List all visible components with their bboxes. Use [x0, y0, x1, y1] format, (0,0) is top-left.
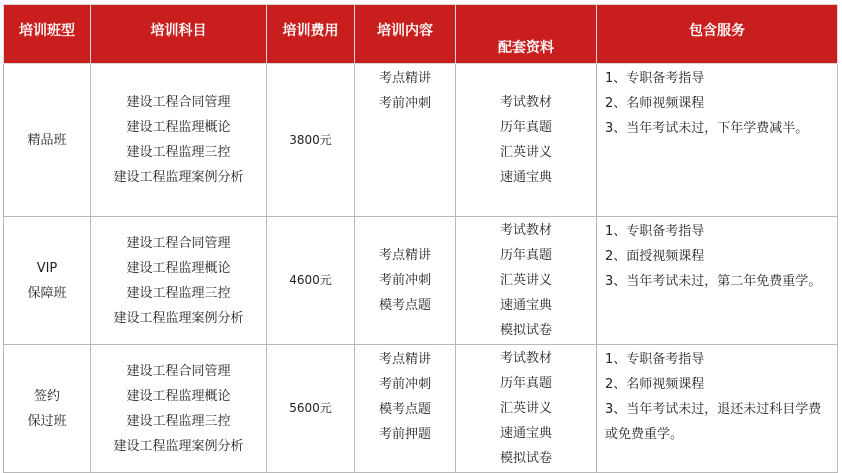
header-services: 包含服务	[597, 5, 838, 64]
fee-cell	[267, 64, 355, 217]
subject-item: 建设工程监理概论	[126, 388, 231, 404]
subjects-cell	[91, 345, 267, 473]
fee-value: 5600元	[289, 401, 332, 415]
service-item: 1、专职备考指导	[605, 224, 705, 239]
class-type-label: 保过班	[27, 413, 67, 429]
subject-item: 建设工程合同管理	[126, 363, 231, 379]
fee-cell	[267, 217, 355, 345]
materials-cell	[456, 64, 597, 217]
material-item: 汇英讲义	[499, 145, 552, 160]
class-type-label: 精品班	[27, 132, 67, 148]
course-table	[3, 4, 838, 473]
content-cell	[355, 64, 456, 217]
materials-cell	[456, 217, 597, 345]
header-class-type: 培训班型	[4, 5, 91, 64]
table-row	[4, 64, 838, 217]
class-type-cell	[4, 64, 91, 217]
table-row	[4, 345, 838, 473]
table-row	[4, 217, 838, 345]
header-subjects: 培训科目	[91, 5, 267, 64]
material-item: 历年真题	[499, 376, 552, 391]
service-item: 3、当年考试未过，第二年免费重学。	[605, 274, 822, 289]
material-item: 考试教材	[499, 351, 552, 366]
fee-cell	[267, 345, 355, 473]
subjects-cell	[91, 64, 267, 217]
content-item: 模考点题	[378, 402, 431, 417]
material-item: 模拟试卷	[499, 323, 552, 338]
content-cell	[355, 217, 456, 345]
material-item: 历年真题	[499, 120, 552, 135]
material-item: 考试教材	[499, 95, 552, 110]
subjects-cell	[91, 217, 267, 345]
material-item: 速通宝典	[499, 170, 552, 185]
fee-value: 3800元	[289, 132, 332, 147]
content-item: 考前冲刺	[378, 273, 431, 288]
material-item: 模拟试卷	[499, 451, 552, 466]
class-type-label: 保障班	[27, 285, 67, 301]
header-materials: 配套资料	[456, 5, 597, 64]
subject-item: 建设工程合同管理	[126, 235, 231, 251]
services-cell	[597, 64, 838, 217]
content-cell	[355, 345, 456, 473]
fee-value: 4600元	[289, 273, 332, 287]
content-item: 考点精讲	[378, 71, 431, 86]
subject-item: 建设工程监理三控	[126, 413, 231, 429]
services-cell	[597, 217, 838, 345]
service-item: 1、专职备考指导	[605, 352, 705, 367]
subject-item: 建设工程监理案例分析	[113, 438, 244, 454]
content-item: 考点精讲	[378, 248, 431, 263]
material-item: 汇英讲义	[499, 401, 552, 416]
subject-item: 建设工程监理三控	[126, 145, 231, 160]
material-item: 速通宝典	[499, 298, 552, 313]
subject-item: 建设工程监理案例分析	[113, 310, 244, 326]
class-type-label: VIP	[36, 260, 58, 276]
material-item: 速通宝典	[499, 426, 552, 441]
class-type-cell	[4, 345, 91, 473]
material-item: 历年真题	[499, 248, 552, 263]
material-item: 考试教材	[499, 223, 552, 238]
materials-cell	[456, 345, 597, 473]
subject-item: 建设工程监理概论	[126, 120, 231, 135]
class-type-cell	[4, 217, 91, 345]
service-item: 1、专职备考指导	[605, 71, 705, 86]
content-item: 考前冲刺	[378, 96, 431, 111]
subject-item: 建设工程监理案例分析	[113, 170, 244, 185]
service-item: 2、名师视频课程	[605, 96, 705, 111]
content-item: 考前押题	[378, 427, 431, 442]
service-item: 2、名师视频课程	[605, 377, 705, 392]
services-cell	[597, 345, 838, 473]
subject-item: 建设工程监理概论	[126, 260, 231, 276]
header-fee: 培训费用	[267, 5, 355, 64]
subject-item: 建设工程合同管理	[126, 95, 231, 110]
header-row	[4, 5, 838, 64]
service-item: 3、当年考试未过，下年学费减半。	[605, 121, 809, 136]
content-item: 考点精讲	[378, 352, 431, 367]
header-content: 培训内容	[355, 5, 456, 64]
content-item: 考前冲刺	[378, 377, 431, 392]
service-item: 3、当年考试未过，退还未过科目学费或免费重学。	[605, 402, 822, 442]
subject-item: 建设工程监理三控	[126, 285, 231, 301]
class-type-label: 签约	[33, 388, 60, 404]
material-item: 汇英讲义	[499, 273, 552, 288]
service-item: 2、面授视频课程	[605, 249, 705, 264]
content-item: 模考点题	[378, 298, 431, 313]
